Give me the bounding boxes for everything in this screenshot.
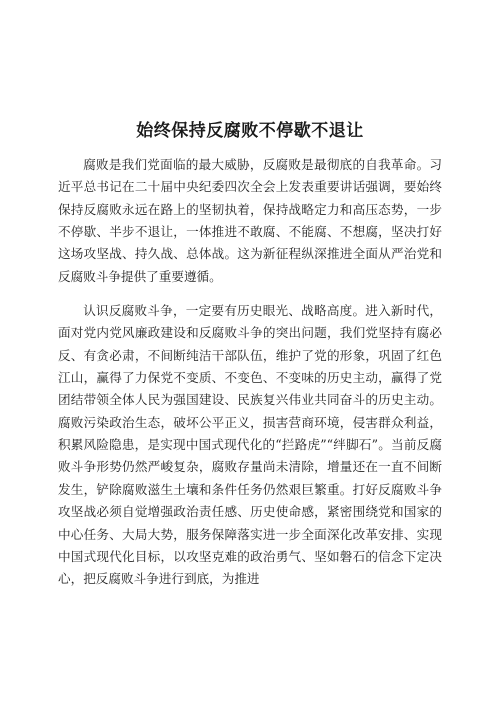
document-title: 始终保持反腐败不停歇不退让 [136, 121, 364, 141]
paragraph-2: 认识反腐败斗争，一定要有历史眼光、战略高度。进入新时代，面对党内党风廉政建设和反腐败斗争的突出问题，我们党坚持有腐必反、有贪必肃，不间断纯洁干部队伍，维护了党的形象，巩固了红色江山，赢得了力保党不变质、不变色、不变味的历史主动，赢得了党团结带领全体人民为强国建设、民族复兴伟业共同奋斗的历史主动。腐败污染政治生态，破坏公平正义，损害营商环境，侵害群众利益，积累风险隐患，是实现中国式现代化的“拦路虎”“绊脚石”。当前反腐败斗争形势仍然严峻复杂，腐败存量尚未清除，增量还在一直不间断发生，铲除腐败滋生土壤和条件任务仍然艰巨繁重。打好反腐败斗争攻坚战必须自觉增强政治责任感、历史使命感，紧密围绕党和国家的中心任务、大局大势，服务保障落实进一步全面深化改革安排、实现中国式现代化目标，以攻坚克难的政治勇气、坚如磐石的信念下定决心，把反腐败斗争进行到底，为推进 [58, 303, 442, 587]
document-body [58, 154, 442, 591]
paragraph-1: 腐败是我们党面临的最大威胁，反腐败是最彻底的自我革命。习近平总书记在二十届中央纪委四次全会上发表重要讲话强调，要始终保持反腐败永远在路上的坚韧执着，保持战略定力和高压态势，一步不停歇、半步不退让，一体推进不敢腐、不能腐、不想腐，坚决打好这场攻坚战、持久战、总体战。这为新征程纵深推进全面从严治党和反腐败斗争提供了重要遵循。 [58, 157, 442, 284]
